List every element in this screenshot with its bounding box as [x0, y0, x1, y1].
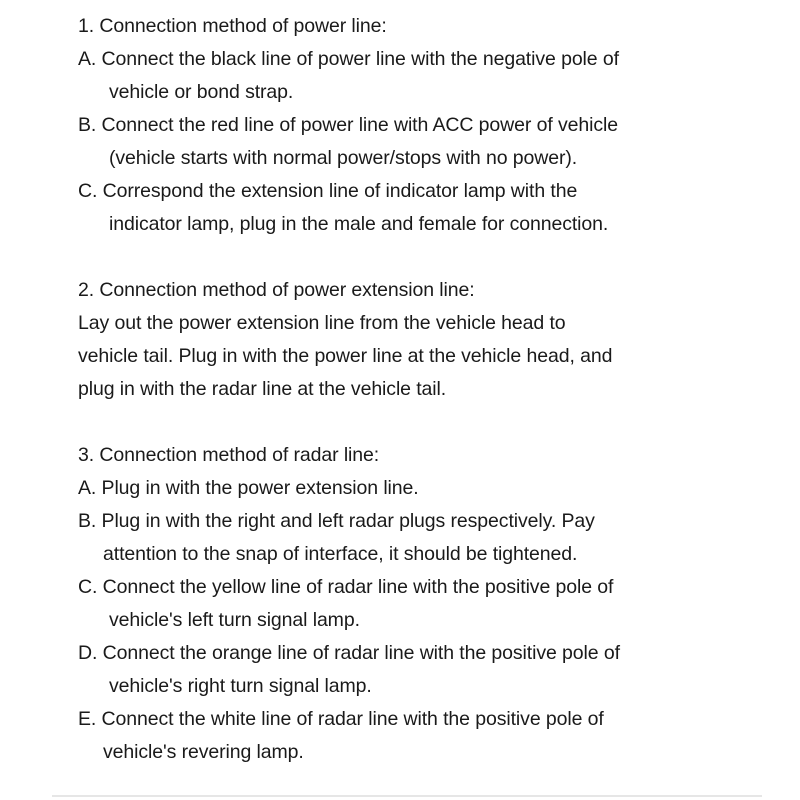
list-item-continuation: (vehicle starts with normal power/stops with no power). — [109, 147, 578, 169]
section-radar-line — [78, 439, 778, 769]
list-item-continuation: vehicle or bond strap. — [109, 81, 294, 103]
list-item-line: C. Correspond the extension line of indicator lamp with the — [78, 180, 578, 202]
section-power-line — [78, 10, 778, 241]
list-item-line: E. Connect the white line of radar line with the positive pole of — [78, 708, 604, 730]
list-item-line: B. Plug in with the right and left radar plugs respectively. Pay — [78, 510, 595, 532]
list-item-continuation: vehicle's revering lamp. — [103, 741, 304, 763]
section-spacer — [78, 241, 778, 274]
list-item-continuation: indicator lamp, plug in the male and female for connection. — [109, 213, 609, 235]
paragraph-line: plug in with the radar line at the vehicle tail. — [78, 378, 447, 400]
paragraph-line: Lay out the power extension line from the vehicle head to — [78, 312, 566, 334]
list-item-line: A. Connect the black line of power line with the negative pole of — [78, 48, 619, 70]
section-heading: 2. Connection method of power extension line: — [78, 279, 475, 301]
section-heading: 1. Connection method of power line: — [78, 15, 387, 37]
section-spacer — [78, 406, 778, 439]
list-item-line: A. Plug in with the power extension line. — [78, 477, 419, 499]
list-item-continuation: attention to the snap of interface, it should be tightened. — [103, 543, 578, 565]
section-power-extension-line — [78, 274, 778, 406]
instruction-document — [78, 10, 778, 769]
list-item-line: D. Connect the orange line of radar line with the positive pole of — [78, 642, 620, 664]
list-item-continuation: vehicle's left turn signal lamp. — [109, 609, 360, 631]
list-item-line: C. Connect the yellow line of radar line with the positive pole of — [78, 576, 614, 598]
paragraph-line: vehicle tail. Plug in with the power line at the vehicle head, and — [78, 345, 613, 367]
section-heading: 3. Connection method of radar line: — [78, 444, 380, 466]
list-item-line: B. Connect the red line of power line with ACC power of vehicle — [78, 114, 618, 136]
bottom-divider — [52, 795, 762, 797]
list-item-continuation: vehicle's right turn signal lamp. — [109, 675, 372, 697]
